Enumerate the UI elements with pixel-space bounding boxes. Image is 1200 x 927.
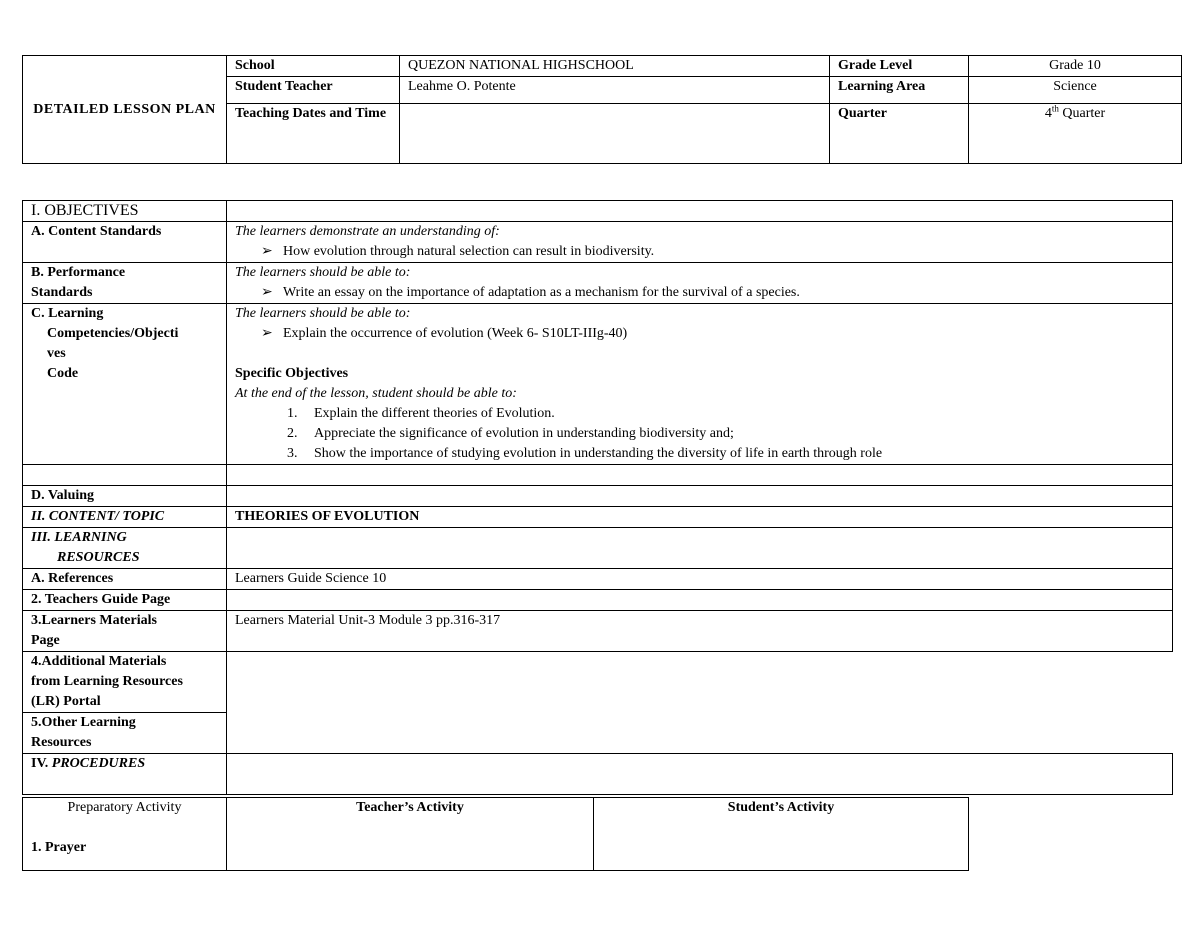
blank-row-label bbox=[23, 465, 227, 486]
performance-standards-cell bbox=[227, 263, 1173, 304]
learning-area-value: Science bbox=[969, 77, 1182, 104]
teachers-activity-header: Teacher’s Activity bbox=[227, 798, 594, 871]
learning-resources-cell bbox=[227, 528, 1173, 569]
student-teacher-label: Student Teacher bbox=[227, 77, 400, 104]
lesson-plan-title: DETAILED LESSON PLAN bbox=[23, 56, 227, 164]
arrow-bullet-icon: ➢ bbox=[261, 326, 273, 341]
arrow-bullet-icon: ➢ bbox=[261, 244, 273, 259]
procedures-label: IV. PROCEDURES bbox=[23, 754, 227, 795]
school-label: School bbox=[227, 56, 400, 77]
learners-materials-label: 3.Learners Materials Page bbox=[23, 611, 227, 652]
content-topic-value: THEORIES OF EVOLUTION bbox=[227, 507, 1173, 528]
quarter-label: Quarter bbox=[830, 104, 969, 164]
performance-standards-intro: The learners should be able to: bbox=[235, 265, 411, 280]
learning-area-label: Learning Area bbox=[830, 77, 969, 104]
lesson-main-table bbox=[22, 200, 1173, 795]
procedures-table bbox=[22, 797, 969, 871]
preparatory-activity-cell bbox=[23, 798, 227, 871]
performance-standards-label: B. Performance Standards bbox=[23, 263, 227, 304]
additional-materials-label: 4.Additional Materials from Learning Resources (LR) Portal bbox=[23, 652, 227, 713]
blank-row-cell bbox=[227, 465, 1173, 486]
quarter-value: 4th Quarter bbox=[969, 104, 1182, 164]
preparatory-activity-label: Preparatory Activity bbox=[67, 800, 182, 815]
grade-level-value: Grade 10 bbox=[969, 56, 1182, 77]
list-item: 3. Show the importance of studying evolution in understanding the diversity of life in earth through role bbox=[287, 446, 883, 461]
additional-resources-cell bbox=[227, 652, 1173, 754]
content-topic-label: II. CONTENT/ TOPIC bbox=[23, 507, 227, 528]
references-value: Learners Guide Science 10 bbox=[227, 569, 1173, 590]
performance-standards-item: ➢ Write an essay on the importance of adaptation as a mechanism for the survival of a species. bbox=[235, 283, 1164, 303]
teachers-guide-label: 2. Teachers Guide Page bbox=[23, 590, 227, 611]
teaching-dates-label: Teaching Dates and Time bbox=[227, 104, 400, 164]
student-teacher-value: Leahme O. Potente bbox=[400, 77, 830, 104]
procedures-cell bbox=[227, 754, 1173, 795]
learners-materials-value: Learners Material Unit-3 Module 3 pp.316-317 bbox=[227, 611, 1173, 652]
learning-competencies-cell bbox=[227, 304, 1173, 465]
learning-resources-label: III. LEARNING RESOURCES bbox=[23, 528, 227, 569]
content-standards-intro: The learners demonstrate an understanding of: bbox=[235, 224, 500, 239]
teachers-guide-value bbox=[227, 590, 1173, 611]
specific-objectives-intro: At the end of the lesson, student should be able to: bbox=[235, 386, 517, 401]
valuing-cell bbox=[227, 486, 1173, 507]
arrow-bullet-icon: ➢ bbox=[261, 285, 273, 300]
references-label: A. References bbox=[23, 569, 227, 590]
grade-level-label: Grade Level bbox=[830, 56, 969, 77]
list-item: 2. Appreciate the significance of evolution in understanding biodiversity and; bbox=[287, 426, 734, 441]
learning-competencies-label: C. Learning Competencies/Objecti ves Code bbox=[23, 304, 227, 465]
prayer-label: 1. Prayer bbox=[31, 840, 87, 855]
content-standards-label: A. Content Standards bbox=[23, 222, 227, 263]
teaching-dates-value bbox=[400, 104, 830, 164]
students-activity-header: Student’s Activity bbox=[594, 798, 969, 871]
content-standards-item: ➢ How evolution through natural selection can result in biodiversity. bbox=[235, 242, 1164, 262]
other-resources-label: 5.Other Learning Resources bbox=[23, 713, 227, 754]
school-value: QUEZON NATIONAL HIGHSCHOOL bbox=[400, 56, 830, 77]
objectives-heading: I. OBJECTIVES bbox=[23, 201, 227, 222]
specific-objectives-heading: Specific Objectives bbox=[235, 366, 349, 381]
lesson-header-table bbox=[22, 55, 1182, 164]
objectives-heading-cell bbox=[227, 201, 1173, 222]
content-standards-cell bbox=[227, 222, 1173, 263]
list-item: 1. Explain the different theories of Evolution. bbox=[287, 406, 555, 421]
specific-objectives-list bbox=[235, 404, 1164, 464]
valuing-label: D. Valuing bbox=[23, 486, 227, 507]
competencies-intro: The learners should be able to: bbox=[235, 306, 411, 321]
competencies-item: ➢ Explain the occurrence of evolution (Week 6- S10LT-IIIg-40) bbox=[235, 324, 1164, 344]
